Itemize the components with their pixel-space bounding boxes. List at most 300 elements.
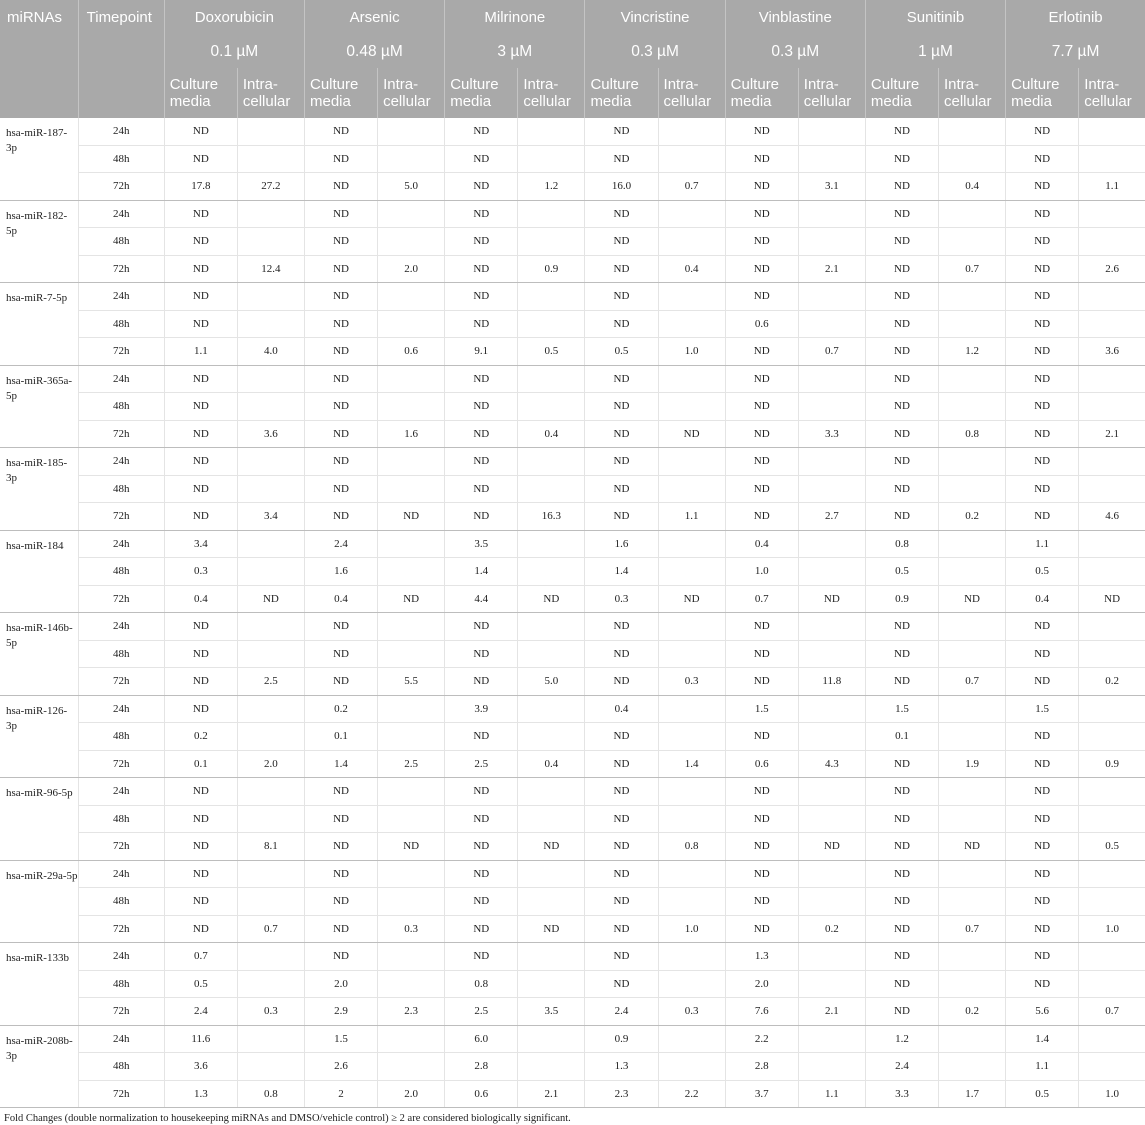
culture-media-value: 2 [304,1080,377,1108]
culture-media-value: ND [585,833,658,861]
intracellular-value: 1.0 [658,338,725,366]
intracellular-value: ND [939,833,1006,861]
intracellular-value: 0.2 [1079,668,1145,696]
header-intracellular: Intra-cellular [939,68,1006,118]
intracellular-value [658,310,725,338]
culture-media-value: ND [865,503,938,531]
culture-media-value: 1.5 [1006,695,1079,723]
culture-media-value: 0.7 [164,943,237,971]
culture-media-value: ND [445,448,518,476]
culture-media-value: ND [865,778,938,806]
culture-media-value: ND [304,338,377,366]
timepoint-cell: 72h [78,750,164,778]
intracellular-value: ND [378,585,445,613]
culture-media-value: 1.3 [585,1053,658,1081]
intracellular-value [1079,118,1145,145]
culture-media-value: 2.8 [445,1053,518,1081]
intracellular-value [798,118,865,145]
intracellular-value [378,228,445,256]
timepoint-cell: 48h [78,393,164,421]
timepoint-cell: 48h [78,888,164,916]
table-row [0,613,1145,641]
table-row [0,530,1145,558]
culture-media-value: ND [164,695,237,723]
table-row [0,393,1145,421]
intracellular-value: 2.1 [1079,420,1145,448]
intracellular-value: ND [237,585,304,613]
intracellular-value [939,530,1006,558]
culture-media-value: 3.3 [865,1080,938,1108]
intracellular-value: 0.7 [658,173,725,201]
culture-media-value: ND [1006,338,1079,366]
intracellular-value [518,310,585,338]
intracellular-value: 1.1 [1079,173,1145,201]
intracellular-value [237,860,304,888]
intracellular-value [518,365,585,393]
timepoint-cell: 72h [78,503,164,531]
header-dose: 0.3 µM [585,35,725,68]
culture-media-value: 0.5 [585,338,658,366]
header-dose: 1 µM [865,35,1005,68]
culture-media-value: ND [1006,805,1079,833]
timepoint-cell: 48h [78,145,164,173]
header-culture-media: Culture media [164,68,237,118]
intracellular-value: 3.3 [798,420,865,448]
intracellular-value: 1.0 [658,915,725,943]
intracellular-value [378,475,445,503]
intracellular-value [1079,1053,1145,1081]
intracellular-value: 2.0 [378,255,445,283]
culture-media-value: ND [445,888,518,916]
intracellular-value [518,448,585,476]
intracellular-value [939,365,1006,393]
mirna-name: hsa-miR-182-5p [0,200,78,283]
culture-media-value: ND [725,228,798,256]
intracellular-value [518,778,585,806]
intracellular-value: 0.7 [1079,998,1145,1026]
culture-media-value: 0.6 [725,750,798,778]
culture-media-value: ND [445,778,518,806]
culture-media-value: ND [585,943,658,971]
table-row [0,475,1145,503]
intracellular-value [939,1053,1006,1081]
intracellular-value [798,200,865,228]
intracellular-value: 1.0 [1079,915,1145,943]
culture-media-value: ND [585,448,658,476]
culture-media-value: ND [865,283,938,311]
intracellular-value [378,778,445,806]
intracellular-value [378,365,445,393]
intracellular-value: 2.7 [798,503,865,531]
intracellular-value: ND [518,585,585,613]
intracellular-value [939,860,1006,888]
intracellular-value [798,228,865,256]
culture-media-value: ND [725,860,798,888]
intracellular-value: 0.7 [237,915,304,943]
culture-media-value: ND [585,970,658,998]
intracellular-value [237,805,304,833]
intracellular-value: 0.2 [798,915,865,943]
culture-media-value: ND [725,640,798,668]
culture-media-value: 2.8 [725,1053,798,1081]
culture-media-value: ND [304,943,377,971]
intracellular-value [798,860,865,888]
culture-media-value: 1.6 [304,558,377,586]
intracellular-value: 0.4 [518,750,585,778]
culture-media-value: ND [304,475,377,503]
culture-media-value: 0.5 [164,970,237,998]
mirna-name: hsa-miR-208b-3p [0,1025,78,1108]
culture-media-value: ND [445,393,518,421]
intracellular-value [1079,530,1145,558]
intracellular-value: 1.0 [1079,1080,1145,1108]
culture-media-value: ND [304,228,377,256]
culture-media-value: ND [585,860,658,888]
intracellular-value: 5.5 [378,668,445,696]
culture-media-value: ND [445,228,518,256]
culture-media-value: 0.6 [445,1080,518,1108]
culture-media-value: ND [725,338,798,366]
intracellular-value: ND [518,915,585,943]
intracellular-value: 4.6 [1079,503,1145,531]
intracellular-value [798,613,865,641]
intracellular-value [378,860,445,888]
intracellular-value [518,558,585,586]
header-timepoint: Timepoint [78,0,164,118]
intracellular-value [378,558,445,586]
intracellular-value [939,778,1006,806]
culture-media-value: ND [445,833,518,861]
intracellular-value [939,888,1006,916]
intracellular-value [237,200,304,228]
culture-media-value: 2.5 [445,998,518,1026]
culture-media-value: ND [304,888,377,916]
intracellular-value [518,1025,585,1053]
header-drug: Vinblastine [725,0,865,35]
mirna-name: hsa-miR-29a-5p [0,860,78,943]
intracellular-value [518,805,585,833]
culture-media-value: 0.7 [725,585,798,613]
timepoint-cell: 72h [78,585,164,613]
culture-media-value: ND [585,778,658,806]
intracellular-value: 3.6 [1079,338,1145,366]
header-dose: 7.7 µM [1006,35,1145,68]
header-drug: Erlotinib [1006,0,1145,35]
intracellular-value [939,118,1006,145]
intracellular-value: 11.8 [798,668,865,696]
culture-media-value: ND [1006,475,1079,503]
intracellular-value [798,310,865,338]
intracellular-value [378,145,445,173]
culture-media-value: ND [1006,255,1079,283]
intracellular-value: 3.4 [237,503,304,531]
intracellular-value [939,640,1006,668]
intracellular-value [658,805,725,833]
intracellular-value [939,448,1006,476]
intracellular-value: 0.5 [518,338,585,366]
culture-media-value: ND [164,118,237,145]
culture-media-value: ND [1006,118,1079,145]
table-row [0,145,1145,173]
intracellular-value [1079,723,1145,751]
intracellular-value: 3.6 [237,420,304,448]
intracellular-value: ND [658,420,725,448]
culture-media-value: ND [445,255,518,283]
culture-media-value: ND [445,915,518,943]
culture-media-value: ND [865,420,938,448]
intracellular-value [237,448,304,476]
culture-media-value: ND [585,145,658,173]
intracellular-value [798,530,865,558]
intracellular-value [658,723,725,751]
intracellular-value: 2.0 [237,750,304,778]
culture-media-value: ND [164,145,237,173]
intracellular-value [1079,448,1145,476]
intracellular-value [378,393,445,421]
culture-media-value: ND [585,310,658,338]
intracellular-value [658,118,725,145]
timepoint-cell: 72h [78,668,164,696]
culture-media-value: ND [725,613,798,641]
culture-media-value: ND [1006,915,1079,943]
intracellular-value: 0.7 [939,915,1006,943]
intracellular-value: 0.7 [798,338,865,366]
intracellular-value: 5.0 [518,668,585,696]
culture-media-value: 1.6 [585,530,658,558]
culture-media-value: ND [164,420,237,448]
intracellular-value [658,393,725,421]
intracellular-value: 0.7 [939,255,1006,283]
intracellular-value: 0.3 [658,998,725,1026]
culture-media-value: ND [865,200,938,228]
culture-media-value: ND [164,503,237,531]
culture-media-value: 0.8 [445,970,518,998]
header-dose: 0.3 µM [725,35,865,68]
culture-media-value: ND [865,613,938,641]
header-row-drugs [0,0,1145,35]
timepoint-cell: 24h [78,448,164,476]
culture-media-value: ND [865,970,938,998]
intracellular-value [1079,393,1145,421]
header-intracellular: Intra-cellular [518,68,585,118]
header-intracellular: Intra-cellular [378,68,445,118]
culture-media-value: ND [725,393,798,421]
table-row [0,228,1145,256]
table-row [0,723,1145,751]
table-row [0,420,1145,448]
header-intracellular: Intra-cellular [658,68,725,118]
intracellular-value [518,860,585,888]
intracellular-value: 2.5 [378,750,445,778]
culture-media-value: 0.4 [304,585,377,613]
culture-media-value: ND [865,145,938,173]
table-row [0,503,1145,531]
intracellular-value [798,475,865,503]
intracellular-value [237,393,304,421]
culture-media-value: ND [865,833,938,861]
intracellular-value [378,200,445,228]
culture-media-value: ND [164,255,237,283]
intracellular-value: 0.4 [658,255,725,283]
culture-media-value: ND [725,475,798,503]
intracellular-value [237,145,304,173]
culture-media-value: ND [164,668,237,696]
timepoint-cell: 72h [78,1080,164,1108]
intracellular-value [798,393,865,421]
intracellular-value [658,283,725,311]
header-culture-media: Culture media [1006,68,1079,118]
intracellular-value [658,970,725,998]
culture-media-value: 4.4 [445,585,518,613]
culture-media-value: ND [725,805,798,833]
intracellular-value [658,1025,725,1053]
culture-media-value: 0.9 [865,585,938,613]
culture-media-value: ND [1006,833,1079,861]
intracellular-value: 0.3 [378,915,445,943]
intracellular-value: 2.2 [658,1080,725,1108]
intracellular-value [1079,778,1145,806]
culture-media-value: 0.4 [164,585,237,613]
intracellular-value [658,228,725,256]
intracellular-value [518,695,585,723]
intracellular-value: 2.1 [518,1080,585,1108]
intracellular-value [237,640,304,668]
intracellular-value [1079,695,1145,723]
intracellular-value: 0.2 [939,998,1006,1026]
culture-media-value: ND [585,393,658,421]
intracellular-value [1079,1025,1145,1053]
intracellular-value [1079,613,1145,641]
culture-media-value: ND [445,668,518,696]
header-drug: Vincristine [585,0,725,35]
intracellular-value [237,613,304,641]
timepoint-cell: 24h [78,613,164,641]
header-culture-media: Culture media [304,68,377,118]
culture-media-value: 9.1 [445,338,518,366]
intracellular-value [798,943,865,971]
culture-media-value: 0.1 [865,723,938,751]
culture-media-value: ND [725,283,798,311]
intracellular-value: 5.0 [378,173,445,201]
intracellular-value [237,118,304,145]
mirna-name: hsa-miR-96-5p [0,778,78,861]
culture-media-value: ND [725,778,798,806]
culture-media-value: ND [865,640,938,668]
intracellular-value: 2.1 [798,998,865,1026]
timepoint-cell: 48h [78,1053,164,1081]
intracellular-value: 1.2 [939,338,1006,366]
header-drug: Arsenic [304,0,444,35]
table-row [0,558,1145,586]
intracellular-value [237,723,304,751]
intracellular-value [798,558,865,586]
timepoint-cell: 24h [78,118,164,145]
header-drug: Sunitinib [865,0,1005,35]
culture-media-value: 1.1 [1006,530,1079,558]
intracellular-value [518,475,585,503]
intracellular-value [378,723,445,751]
culture-media-value: ND [304,365,377,393]
culture-media-value: 3.7 [725,1080,798,1108]
culture-media-value: ND [725,915,798,943]
culture-media-value: ND [865,860,938,888]
culture-media-value: ND [445,145,518,173]
culture-media-value: ND [164,200,237,228]
intracellular-value [237,365,304,393]
culture-media-value: 1.4 [1006,1025,1079,1053]
table-row [0,1025,1145,1053]
intracellular-value: ND [1079,585,1145,613]
culture-media-value: ND [304,118,377,145]
culture-media-value: ND [164,833,237,861]
intracellular-value: 3.1 [798,173,865,201]
header-intracellular: Intra-cellular [798,68,865,118]
table-footnote: Fold Changes (double normalization to housekeeping miRNAs and DMSO/vehicle control) ≥ 2 are considered biologically significant. [4,1113,571,1124]
intracellular-value [1079,200,1145,228]
culture-media-value: 7.6 [725,998,798,1026]
intracellular-value [798,640,865,668]
culture-media-value: ND [1006,640,1079,668]
intracellular-value [518,283,585,311]
culture-media-value: ND [585,420,658,448]
intracellular-value [518,393,585,421]
culture-media-value: ND [445,200,518,228]
intracellular-value: 2.3 [378,998,445,1026]
culture-media-value: 1.4 [304,750,377,778]
intracellular-value [658,200,725,228]
intracellular-value: ND [798,833,865,861]
table-row [0,118,1145,145]
header-culture-media: Culture media [445,68,518,118]
mirna-name: hsa-miR-365a-5p [0,365,78,448]
intracellular-value: 2.0 [378,1080,445,1108]
header-intracellular: Intra-cellular [237,68,304,118]
intracellular-value [939,200,1006,228]
intracellular-value [798,778,865,806]
table-row [0,778,1145,806]
timepoint-cell: 48h [78,475,164,503]
culture-media-value: 0.3 [164,558,237,586]
intracellular-value [939,145,1006,173]
culture-media-value: ND [1006,228,1079,256]
intracellular-value [658,365,725,393]
timepoint-cell: 48h [78,310,164,338]
culture-media-value: ND [164,310,237,338]
table-row [0,1053,1145,1081]
intracellular-value [378,118,445,145]
timepoint-cell: 24h [78,860,164,888]
timepoint-cell: 72h [78,833,164,861]
table-row [0,998,1145,1026]
culture-media-value: ND [1006,145,1079,173]
culture-media-value: ND [585,503,658,531]
culture-media-value: 1.1 [1006,1053,1079,1081]
intracellular-value [1079,558,1145,586]
culture-media-value: ND [304,448,377,476]
timepoint-cell: 24h [78,283,164,311]
culture-media-value: ND [725,365,798,393]
mirna-name: hsa-miR-184 [0,530,78,613]
culture-media-value: ND [1006,420,1079,448]
intracellular-value [378,1053,445,1081]
intracellular-value [1079,943,1145,971]
intracellular-value [1079,475,1145,503]
intracellular-value [237,475,304,503]
intracellular-value [518,888,585,916]
intracellular-value [378,613,445,641]
culture-media-value: ND [304,833,377,861]
culture-media-value: ND [445,943,518,971]
